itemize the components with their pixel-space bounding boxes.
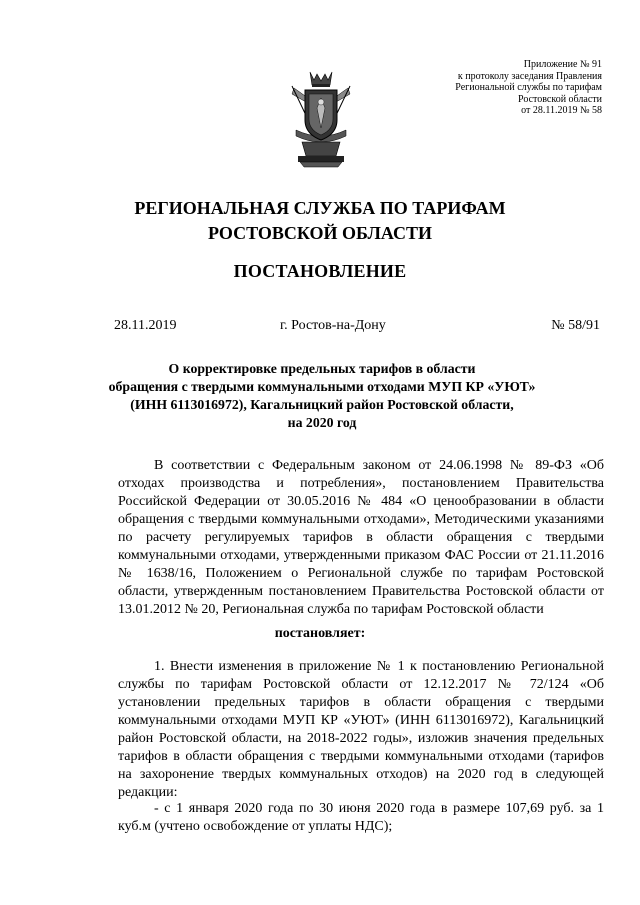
document-type: ПОСТАНОВЛЕНИЕ bbox=[233, 261, 407, 281]
document-number: № 58/91 bbox=[551, 318, 600, 333]
coat-of-arms-icon bbox=[288, 68, 354, 168]
decree-word: постановляет: bbox=[274, 626, 366, 641]
item-1-paragraph: 1. Внести изменения в приложение № 1 к постановлению Региональной службы по тарифам Ростовской области от 12.12.2017 № 72/124 «Об установлении предельных тарифов в области обращения с твердыми коммунальными отходами МУП КР «УЮТ» (ИНН 6113016972), Кагальницкий район Ростовской области, на 2018-2022 годы», изложив значения предельных тарифов в области обращения с твердыми коммунальными отходами (тарифов на захоронение твердых коммунальных отходов) на 2020 год в следующей редакции: bbox=[118, 659, 604, 800]
agency-name bbox=[0, 196, 640, 246]
appendix-note bbox=[402, 59, 602, 117]
subject-line: О корректировке предельных тарифов в области bbox=[168, 361, 476, 376]
appendix-line: от 28.11.2019 № 58 bbox=[521, 105, 602, 116]
preamble-paragraph: В соответствии с Федеральным законом от 24.06.1998 № 89-ФЗ «Об отходах производства и потребления», постановлением Правительства Российской Федерации от 30.05.2016 № 484 «О ценообразовании в области обращения с твердыми коммунальными отходами», Методическими указаниями по расчету регулируемых тарифов в области обращения с твердыми коммунальными отходами, утвержденными приказом ФАС России от 21.11.2016 № 1638/16, Положением о Региональной службе по тарифам Ростовской области, утвержденным постановлением Правительства Ростовской области от 13.01.2012 № 20, Региональная служба по тарифам Ростовской области bbox=[118, 458, 604, 617]
agency-name-line: РЕГИОНАЛЬНАЯ СЛУЖБА ПО ТАРИФАМ bbox=[134, 198, 506, 218]
appendix-line: Региональной службы по тарифам bbox=[455, 82, 602, 93]
document-city: г. Ростов-на-Дону bbox=[280, 318, 386, 333]
document-meta bbox=[114, 317, 600, 335]
agency-name-line: РОСТОВСКОЙ ОБЛАСТИ bbox=[208, 223, 432, 243]
subject-line: (ИНН 6113016972), Кагальницкий район Ростовской области, bbox=[130, 397, 514, 412]
appendix-line: Ростовской области bbox=[518, 93, 602, 105]
appendix-line: Приложение № 91 bbox=[523, 59, 602, 70]
subject-line: на 2020 год bbox=[287, 415, 357, 430]
document-date: 28.11.2019 bbox=[114, 318, 177, 333]
appendix-line: к протоколу заседания Правления bbox=[457, 70, 602, 82]
item-1-subitem: - с 1 января 2020 года по 30 июня 2020 года в размере 107,69 руб. за 1 куб.м (учтено освобождение от уплаты НДС); bbox=[118, 801, 604, 834]
subject-line: обращения с твердыми коммунальными отходами МУП КР «УЮТ» bbox=[108, 379, 536, 394]
document-subject bbox=[92, 360, 552, 432]
